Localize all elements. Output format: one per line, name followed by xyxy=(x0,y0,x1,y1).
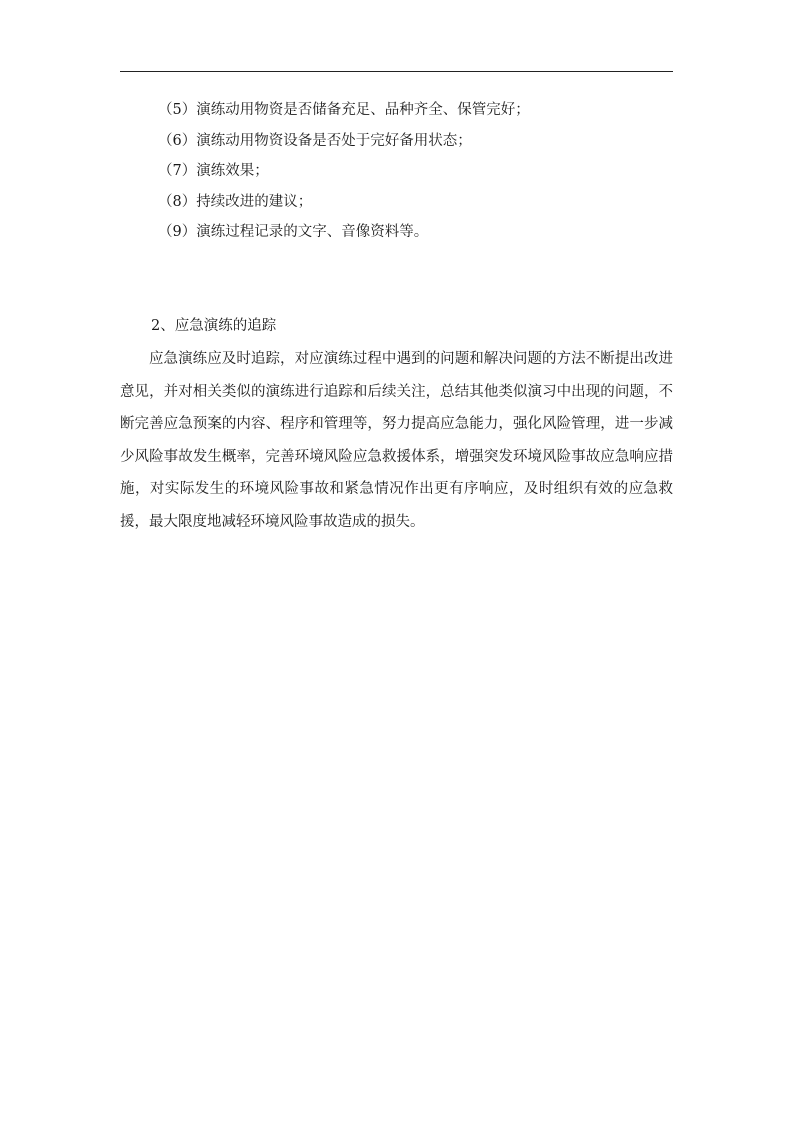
list-item: （6）演练动用物资设备是否处于完好备用状态； xyxy=(158,132,472,149)
section-paragraph: 应急演练应及时追踪，对应演练过程中遇到的问题和解决问题的方法不断提出改进意见，并对相关类似的演练进行追踪和后续关注，总结其他类似演习中出现的问题，不断完善应急预案的内容、程序和管理等，努力提高应急能力，强化风险管理，进一步减少风险事故发生概率，完善环境风险应急救援体系，增强突发环境风险事故应急响应措施，对实际发生的环境风险事故和紧急情况作出更有序响应，及时组织有效的应急救援，最大限度地减轻环境风险事故造成的损失。 xyxy=(120,351,673,530)
header-rule xyxy=(120,71,673,72)
list-item: （5）演练动用物资是否储备充足、品种齐全、保管完好； xyxy=(158,102,530,118)
list-item: （8）持续改进的建议； xyxy=(158,193,313,210)
checklist xyxy=(158,95,530,248)
list-item: （7）演练效果； xyxy=(158,163,269,179)
list-item: （9）演练过程记录的文字、音像资料等。 xyxy=(158,224,429,240)
section-heading: 2、应急演练的追踪 xyxy=(151,318,277,334)
